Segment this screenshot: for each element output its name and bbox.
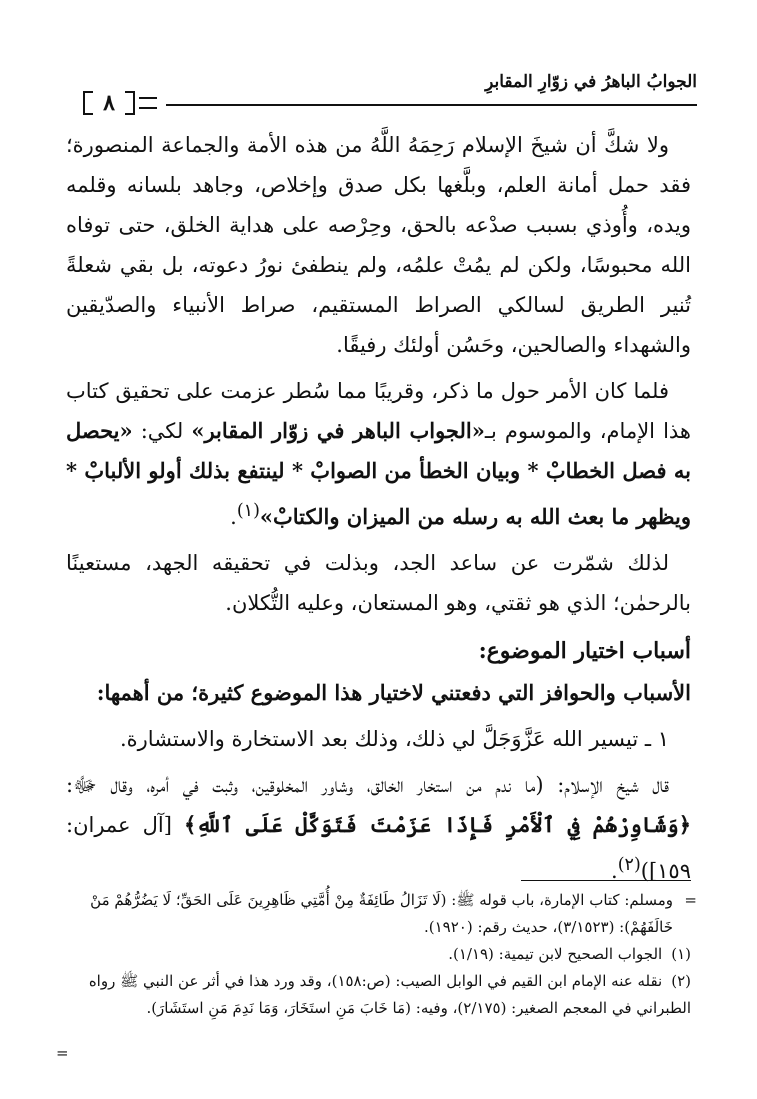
paragraph-2-end: . (230, 505, 237, 529)
footnote-ref-1[interactable]: (١) (236, 501, 260, 521)
footnote-tail-mark: = (56, 1044, 69, 1062)
section-title: أسباب اختيار الموضوع: (478, 638, 691, 664)
footnote-1-label: (١) (671, 945, 691, 963)
paragraph-3: لذلك شمّرت عن ساعد الجد، وبذلت في تحقيقه الجهد، مستعينًا بالرحمٰن؛ الذي هو ثقتي، وهو المستعان، وعليه التُّكلان. (66, 551, 691, 615)
book-title: «الجواب الباهر في زوّار المقابر» (191, 418, 485, 443)
paragraph-4-text-a: قال شيخ الإسلام: (ما ندم من استخار الخالق، وشاور المخلوقين، وثبت في أمره، وقال ﷻ: (66, 773, 669, 797)
quran-verse: ﴿وَشَاوِرْهُمْ فِي ٱلْأَمْرِ فَإِذَا عَزَمْتَ فَتَوَكَّلْ عَلَى ٱللَّهِ﴾ (183, 812, 691, 837)
paragraph-1: ولا شكَّ أن شيخَ الإسلام رَحِمَهُ اللَّهُ من هذه الأمة والجماعة المنصورة؛ فقد حمل أمانة العلم، وبلَّغها بكل صدق وإخلاص، وجاهد بلسانه وقلمه ويده، وأُوذي بسبب صدْعه بالحق، وحِرْصه على هداية الخلق، حتى توفاه الله محبوسًا، ولكن لم يمُتْ علمُه، ولم ينطفئ نورُ دعوته، بل بقي شعلةً تُنير الطريق لسالكي الصراط المستقيم، صراط الأنبياء والصدّيقين والشهداء والصالحين، وحَسُن أولئك رفيقًا. (66, 133, 691, 357)
paragraph-2-text-b: لكي: (140, 419, 192, 443)
paragraph-4 (66, 765, 691, 891)
footnote-2-label: (٢) (671, 972, 691, 990)
footnote-continuation-text: ومسلم: كتاب الإمارة، باب قوله ﷺ: (لَا تَزَالُ طَائِفَةٌ مِنْ أُمَّتِي ظَاهِرِينَ عَلَى الحَقِّ؛ لَا يَضُرُّهُمْ مَنْ خَالَفَهُمْ): (٣/١٥٢٣)، حديث رقم: (١٩٢٠). (90, 891, 673, 936)
section-intro: الأسباب والحوافز التي دفعتني لاختيار هذا الموضوع كثيرة؛ من أهمها: (96, 680, 691, 705)
page-number-box (74, 88, 166, 118)
bracket-left-icon (83, 91, 93, 115)
running-title: الجوابُ الباهرُ في زوّارِ المقابرِ (485, 72, 697, 92)
continuation-mark: = (684, 891, 697, 909)
bracket-right-icon (125, 91, 135, 115)
footnote-1-text: الجواب الصحيح لابن تيمية: (١/١٩). (448, 945, 663, 963)
page-number: ٨ (103, 90, 115, 116)
page-header (74, 68, 697, 118)
footnote-1 (66, 941, 691, 968)
footnote-2-text: نقله عنه الإمام ابن القيم في الوابل الصيب: (ص:١٥٨)، وقد ورد هذا في أثر عن النبي ﷺ رواه الطبراني في المعجم الصغير: (٢/١٧٥)، وفيه: (مَا خَابَ مَنِ استَخَارَ، وَمَا نَدِمَ مَنِ استَشَارَ). (88, 972, 691, 1017)
list-item-1: ١ ـ تيسير الله عَزَّوَجَلَّ لي ذلك، وذلك بعد الاستخارة والاستشارة. (119, 727, 669, 751)
paragraph-4-end: . (611, 859, 618, 883)
paragraph-2-text-a: فلما كان الأمر حول ما ذكر، وقريبًا مما سُطر عزمت على تحقيق كتاب هذا الإمام، والموسوم بـ (66, 379, 691, 443)
footnote-continuation (66, 887, 697, 941)
main-text (66, 125, 691, 897)
paragraph-4-text-b: [آل عمران: ١٥٩]) (66, 813, 691, 883)
double-rule-icon (139, 97, 157, 109)
footnote-2 (66, 968, 691, 1022)
footnote-rule (521, 880, 691, 881)
header-rule (74, 104, 697, 106)
footnote-ref-2[interactable]: (٢) (617, 855, 641, 875)
rhymed-quote: «يحصل به فصل الخطابْ * وبيان الخطأ من الصوابْ * لينتفع بذلك أولو الألبابْ * ويظهر ما بعث الله به رسله من الميزان والكتابْ» (66, 418, 691, 529)
footnotes (56, 880, 697, 1062)
paragraph-2 (66, 371, 691, 537)
